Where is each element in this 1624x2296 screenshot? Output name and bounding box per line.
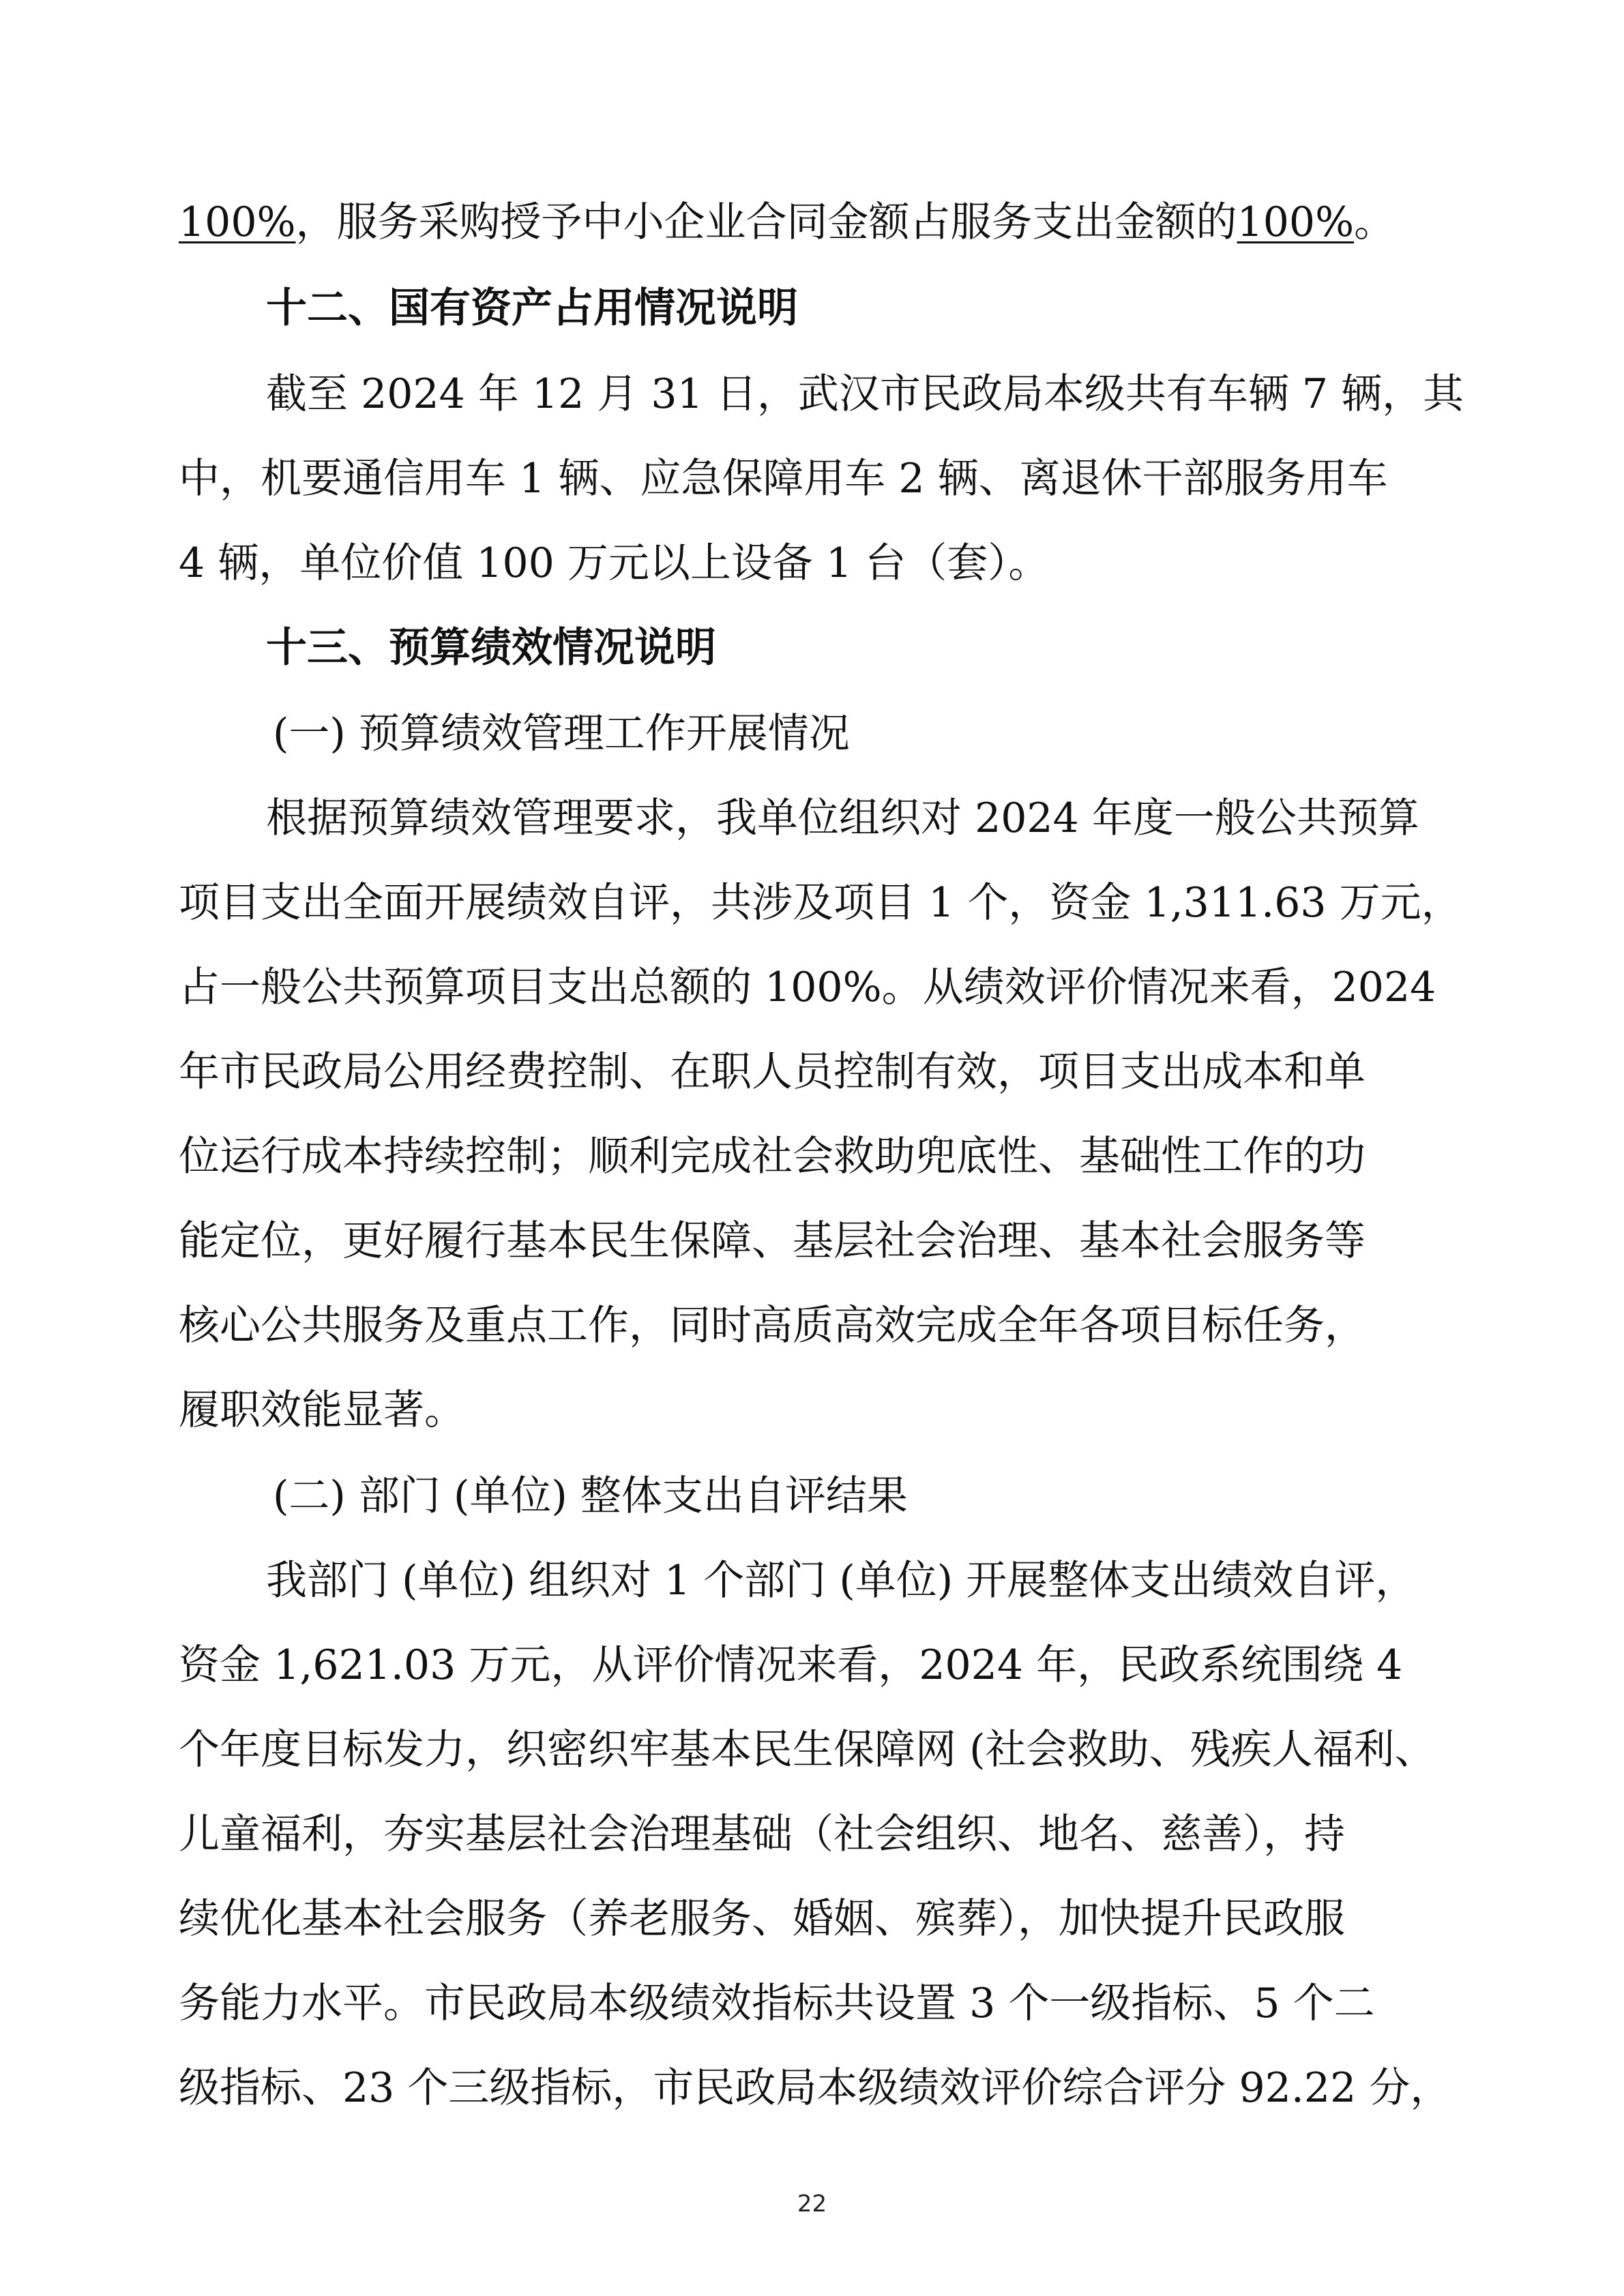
sub1-line-5: 位运行成本持续控制；顺利完成社会救助兜底性、基础性工作的功 bbox=[179, 1133, 1365, 1180]
section-12-line-2: 中，机要通信用车 1 辆、应急保障用车 2 辆、离退休干部服务用车 bbox=[179, 455, 1388, 503]
sub1-line-4: 年市民政局公用经费控制、在职人员控制有效，项目支出成本和单 bbox=[179, 1048, 1365, 1096]
sub2-line-6: 务能力水平。市民政局本级绩效指标共设置 3 个一级指标、5 个二 bbox=[179, 1980, 1375, 2027]
procurement-end: 。 bbox=[1354, 198, 1396, 246]
section-12-line-1: 截至 2024 年 12 月 31 日，武汉市民政局本级共有车辆 7 辆，其 bbox=[266, 370, 1464, 418]
section-13-sub2-heading: (二) 部门 (单位) 整体支出自评结果 bbox=[273, 1472, 908, 1520]
sub2-line-2: 资金 1,621.03 万元，从评价情况来看，2024 年，民政系统围绕 4 bbox=[179, 1641, 1403, 1689]
sub1-line-3: 占一般公共预算项目支出总额的 100%。从绩效评价情况来看，2024 bbox=[179, 964, 1436, 1011]
procurement-pct-2: 100% bbox=[1237, 198, 1355, 246]
sub1-line-1: 根据预算绩效管理要求，我单位组织对 2024 年度一般公共预算 bbox=[266, 794, 1419, 842]
sub2-line-4: 儿童福利，夯实基层社会治理基础（社会组织、地名、慈善），持 bbox=[179, 1810, 1345, 1858]
sub2-line-3: 个年度目标发力，织密织牢基本民生保障网 (社会救助、残疾人福利、 bbox=[179, 1726, 1436, 1774]
section-12-heading: 十二、国有资产占用情况说明 bbox=[266, 284, 798, 332]
sub1-line-2: 项目支出全面开展绩效自评，共涉及项目 1 个，资金 1,311.63 万元， bbox=[179, 879, 1462, 927]
sub1-line-8: 履职效能显著。 bbox=[179, 1386, 465, 1434]
section-12-line-3: 4 辆，单位价值 100 万元以上设备 1 台（套）。 bbox=[179, 539, 1050, 587]
procurement-mid-text: ，服务采购授予中小企业合同金额占服务支出金额的 bbox=[295, 198, 1237, 246]
sub2-line-7: 级指标、23 个三级指标，市民政局本级绩效评价综合评分 92.22 分， bbox=[179, 2064, 1451, 2112]
sub2-line-5: 续优化基本社会服务（养老服务、婚姻、殡葬），加快提升民政服 bbox=[179, 1895, 1345, 1943]
sub2-line-1: 我部门 (单位) 组织对 1 个部门 (单位) 开展整体支出绩效自评， bbox=[266, 1557, 1417, 1605]
procurement-pct-1: 100% bbox=[179, 198, 296, 246]
section-13-heading: 十三、预算绩效情况说明 bbox=[266, 624, 716, 672]
page-number: 22 bbox=[797, 2190, 827, 2218]
sub1-line-7: 核心公共服务及重点工作，同时高质高效完成全年各项目标任务， bbox=[179, 1302, 1365, 1350]
sub1-line-6: 能定位，更好履行基本民生保障、基层社会治理、基本社会服务等 bbox=[179, 1217, 1365, 1265]
procurement-tail-line bbox=[179, 198, 1396, 246]
section-13-sub1-heading: (一) 预算绩效管理工作开展情况 bbox=[273, 710, 850, 758]
